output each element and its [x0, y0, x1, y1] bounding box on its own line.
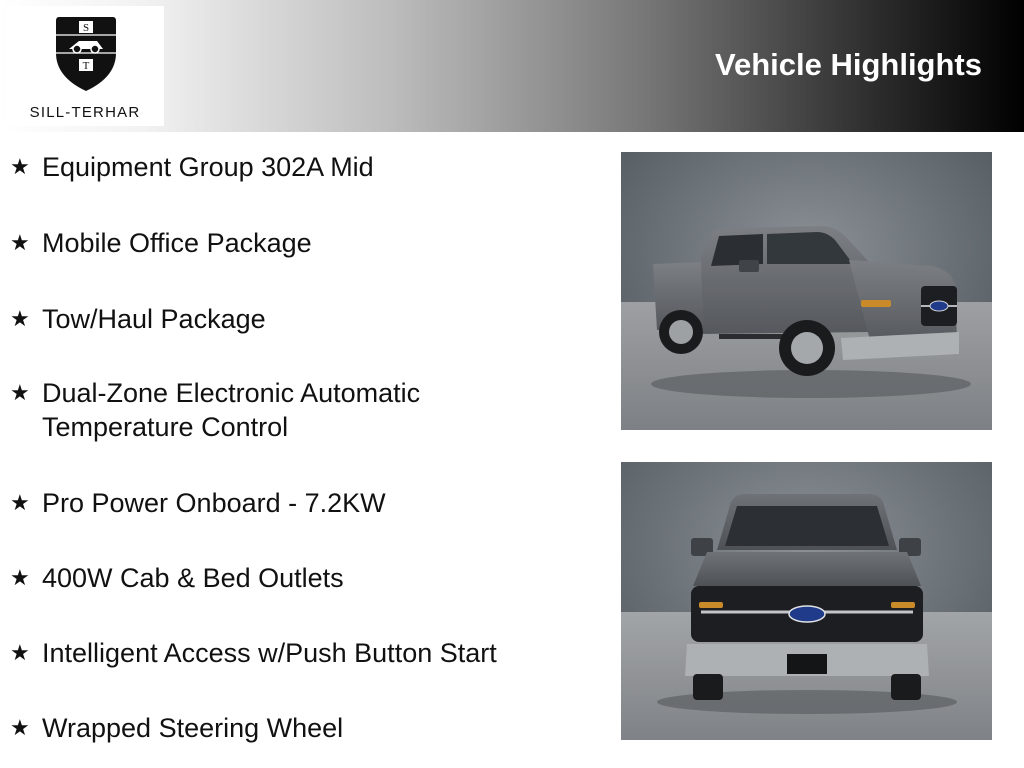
feature-item [10, 636, 600, 670]
truck-front-photo [621, 462, 992, 740]
star-icon: ★ [10, 715, 30, 740]
feature-item [10, 376, 600, 444]
feature-item [10, 486, 600, 520]
feature-item [10, 711, 600, 745]
feature-label: Mobile Office Package [42, 228, 312, 258]
logo-wordmark: SILL-TERHAR [29, 104, 141, 121]
star-icon: ★ [10, 640, 30, 665]
feature-label: 400W Cab & Bed Outlets [42, 563, 344, 593]
feature-item [10, 150, 600, 184]
feature-item [10, 302, 600, 336]
feature-item [10, 226, 600, 260]
star-icon: ★ [10, 490, 30, 515]
feature-label: Tow/Haul Package [42, 304, 266, 334]
logo-letter-s: S [82, 22, 90, 34]
feature-label: Equipment Group 302A Mid [42, 152, 374, 182]
truck-side-photo [621, 152, 992, 430]
page-title: Vehicle Highlights [715, 47, 982, 82]
star-icon: ★ [10, 154, 30, 179]
shield-icon [53, 13, 119, 93]
star-icon: ★ [10, 380, 30, 405]
dealer-logo [6, 6, 164, 126]
feature-label: Pro Power Onboard - 7.2KW [42, 488, 386, 518]
feature-item [10, 561, 600, 595]
feature-label: Intelligent Access w/Push Button Start [42, 638, 497, 668]
feature-label: Dual-Zone Electronic Automatic Temperature Control [42, 378, 421, 442]
header-banner [0, 0, 1024, 132]
star-icon: ★ [10, 565, 30, 590]
feature-label: Wrapped Steering Wheel [42, 713, 344, 743]
star-icon: ★ [10, 306, 30, 331]
logo-letter-t: T [82, 60, 90, 72]
star-icon: ★ [10, 230, 30, 255]
